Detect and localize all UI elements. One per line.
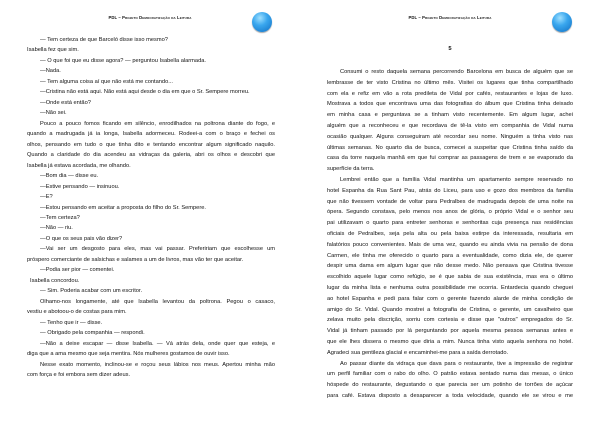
text-line: —Não — riu. [40,225,73,232]
paragraph [27,192,275,202]
paragraph [27,328,275,338]
paragraph [27,339,275,360]
paragraph [327,67,573,175]
text-line: Isabella já estava acordada, me olhando. [27,162,131,169]
pdl-logo-icon [252,12,272,32]
paragraph [27,244,275,265]
text-line: —Estive pensando — insinuou. [40,183,120,190]
text-line: despir uma dama em algum lugar que não desse medo. Não pensava que Cristina tivesse [327,263,573,270]
page-number: 5 [448,46,452,52]
text-line: Lembrei então que a família Vidal mantinha um apartamento sempre reservado no [340,176,573,183]
text-line: que não tivessem vontade de voltar para Pedralbes de madrugada depois de uma noite na [327,198,573,205]
paragraph [27,77,275,87]
text-line: —Onde está então? [40,99,91,106]
text-line: — Obrigado pela companhia — respondi. [40,330,145,337]
text-line: alguém que a reconheceu e que recordava de tê-la visto em companhia de Vidal numa [327,122,573,129]
paragraph [327,359,573,402]
paragraph [27,297,275,318]
text-line: —Bom dia — disse eu. [40,173,99,180]
text-line: lugar da minha lista e nenhuma outra possibilidade me ocorria. Entardecia quando cheguei [327,284,573,291]
text-line: Isabella fez que sim. [27,47,79,54]
text-line: —Não sei. [40,110,67,117]
text-line: — Tem certeza de que Barceló disse isso mesmo? [40,37,168,43]
text-line: — Sim. Poderia acabar com um escritor. [40,288,143,295]
text-line: — Tem alguma coisa aí que não está me contando... [40,78,173,85]
text-line: —Não a deixe escapar — disse Isabella. — Vá atrás dela, onde quer que esteja, e [40,340,275,347]
page-body [27,35,275,380]
text-line: lembrasse de ter visto Cristina no último mês. Visitei os lugares que tinha compartilhado [327,79,573,86]
text-line: Isabella concordou. [30,277,80,284]
text-line: Pouco a pouco fomos ficando em silêncio, enrodilhados na poltrona diante do fogo, e [40,120,275,127]
text-line: Carmen, ele tinha me oferecido o quarto para a eventualidade, como dizia ele, de querer [327,252,573,259]
text-line: superfície da terra. [327,166,375,173]
text-line: vestiu e abotoou-o de costas para mim. [27,309,127,316]
paragraph [27,286,275,296]
running-header: PDL – Projeto Democratização da Leitura [108,15,192,20]
text-line: Olhamo-nos longamente, até que Isabella levantou da poltrona. Pegou o casaco, [40,298,275,305]
text-line: ocasião qualquer. Alguns conseguiram até recordar seu nome. Ninguém a tinha visto nas [327,133,573,140]
text-line: amigo do Sr. Vidal. Quando mostrei a fotografia de Cristina, o gerente, um cavalheiro que [327,306,573,313]
paragraph [27,213,275,223]
paragraph [27,265,275,275]
paragraph [27,108,275,118]
text-line: — O que foi que eu disse agora? — perguntou Isabella alarmada. [40,57,206,64]
pdl-logo-icon [552,12,572,32]
text-line: Ao passar diante da vidraça que dava para o restaurante, tive a impressão de registrar [340,360,573,367]
page-body [327,67,573,402]
text-line: —Tem certeza? [40,214,80,221]
text-line: um perfil familiar com o rabo do olho. O patrão estava sentado numa das mesas, o único [327,371,573,378]
text-line: hotel Espanha da Rua Sant Pau, atrás do Liceu, para uso e gozo dos membros da família [327,187,573,194]
text-line: ao hotel Espanha e pedi para falar com o gerente fazendo alarde de minha condição de [327,295,573,302]
paragraph [327,175,573,359]
text-line: —E? [40,194,53,201]
text-line: zelava muito pela discrição, sorriu com cortesia e disse que "outros" empregados do Sr. [327,317,573,324]
text-line: Mostrava a todos que encontrava uma das fotografias do álbum que Cristina tinha deixado [327,101,573,108]
paragraph [27,171,275,181]
text-line: —Cristina não está aqui. Não está aqui desde o dia em que o Sr. Sempere morreu. [40,89,250,96]
text-line: próspero comerciante de salsichas e salames a um de livros, mas vão ter que aceitar. [27,256,244,263]
text-line: —Nada. [40,68,61,75]
text-line: Quando a claridade do dia acendeu as vidraças da galeria, abri os olhos e descobri que [27,152,275,159]
text-line: em minha casa e perguntava se a tinham visto recentemente. Em algum lugar, achei [327,112,573,119]
text-line: Nesse exato momento, inclinou-se e roçou seus lábios nos meus. Apertou minha mão [40,361,275,368]
paragraph [27,119,275,171]
text-line: —Podia ser pior — comentei. [40,267,115,274]
text-line: —Vai ser um desgosto para eles, mas vai passar. Prefeririam que escolhesse um [40,246,275,253]
text-line: pai utilizavam o quarto para entreter senhoras e senhoritas cuja presença nas residências [327,220,573,227]
text-line: casa da torre naquela manhã em que fui comprar as passagens de trem e se evaporado da [327,155,573,162]
text-line: com ela e refiz em vão a rota predileta de Vidal por cafés, restaurantes e lojas de luxo. [327,90,573,97]
text-line: diga que a ama mesmo que seja mentira. Nós mulheres gostamos de ouvir isso. [27,351,230,358]
text-line: Vidal já tinham passado por lá perguntando por aquela mesma pessoa semanas antes e [327,328,573,335]
text-line: falatórios pouco convenientes. Mais de uma vez, quando eu ainda vivia na pensão de dona [327,241,573,248]
paragraph [27,276,275,286]
paragraph [27,66,275,76]
text-line: olhos, pensando em tudo o que tinha dito e tentando encontrar algum significado naquilo. [27,141,275,148]
text-line: escolhido aquele lugar como refúgio, se é que sabia de sua existência, mas era o último [327,274,573,281]
text-line: últimas semanas. No quarto dia de busca, comecei a suspeitar que Cristina tinha saído da [327,144,573,151]
text-line: Agradeci sua gentileza glacial e encaminhei-me para a saída derrotado. [327,349,509,356]
paragraph [27,87,275,97]
text-line: oficiais de Pedralbes, seja pela alta ou pela baixa estirpe da interessada, resultaria em [327,230,573,237]
paragraph [27,203,275,213]
paragraph [27,45,275,55]
paragraph [27,56,275,66]
paragraph [27,182,275,192]
running-header: PDL – Projeto Democratização da Leitura [408,15,492,20]
paragraph [27,360,275,381]
text-line: hóspede do restaurante, degustando o que parecia ser um potinho de torrões de açúcar [327,382,573,389]
text-line: quando a madrugada já ia longa, Isabella adormeceu. Rodeei-a com o braço e fechei os [27,131,275,138]
right-page [300,0,600,424]
text-line: ópera. Segundo constava, pelo menos nos anos de glória, o próprio Vidal e o senhor seu [327,209,573,216]
text-line: para café. Estava disposto a desaparecer a toda velocidade, quando ele se virou e me [327,392,573,399]
paragraph [27,223,275,233]
text-line: —O que os seus pais vão dizer? [40,235,123,242]
text-line: Consumi o resto daquela semana percorrendo Barcelona em busca de alguém que se [340,69,573,75]
text-line: — Tenho que ir — disse. [40,319,103,326]
paragraph [27,98,275,108]
paragraph [27,318,275,328]
text-line: com força e foi embora sem dizer adeus. [27,372,131,378]
paragraph [27,35,275,45]
paragraph [27,234,275,244]
text-line: que ele lhes dissera o mesmo que diria a mim. Nunca tinha visto aquela senhora no hotel. [327,338,573,345]
text-line: —Estou pensando em aceitar a proposta do filho do Sr. Sempere. [40,204,206,211]
